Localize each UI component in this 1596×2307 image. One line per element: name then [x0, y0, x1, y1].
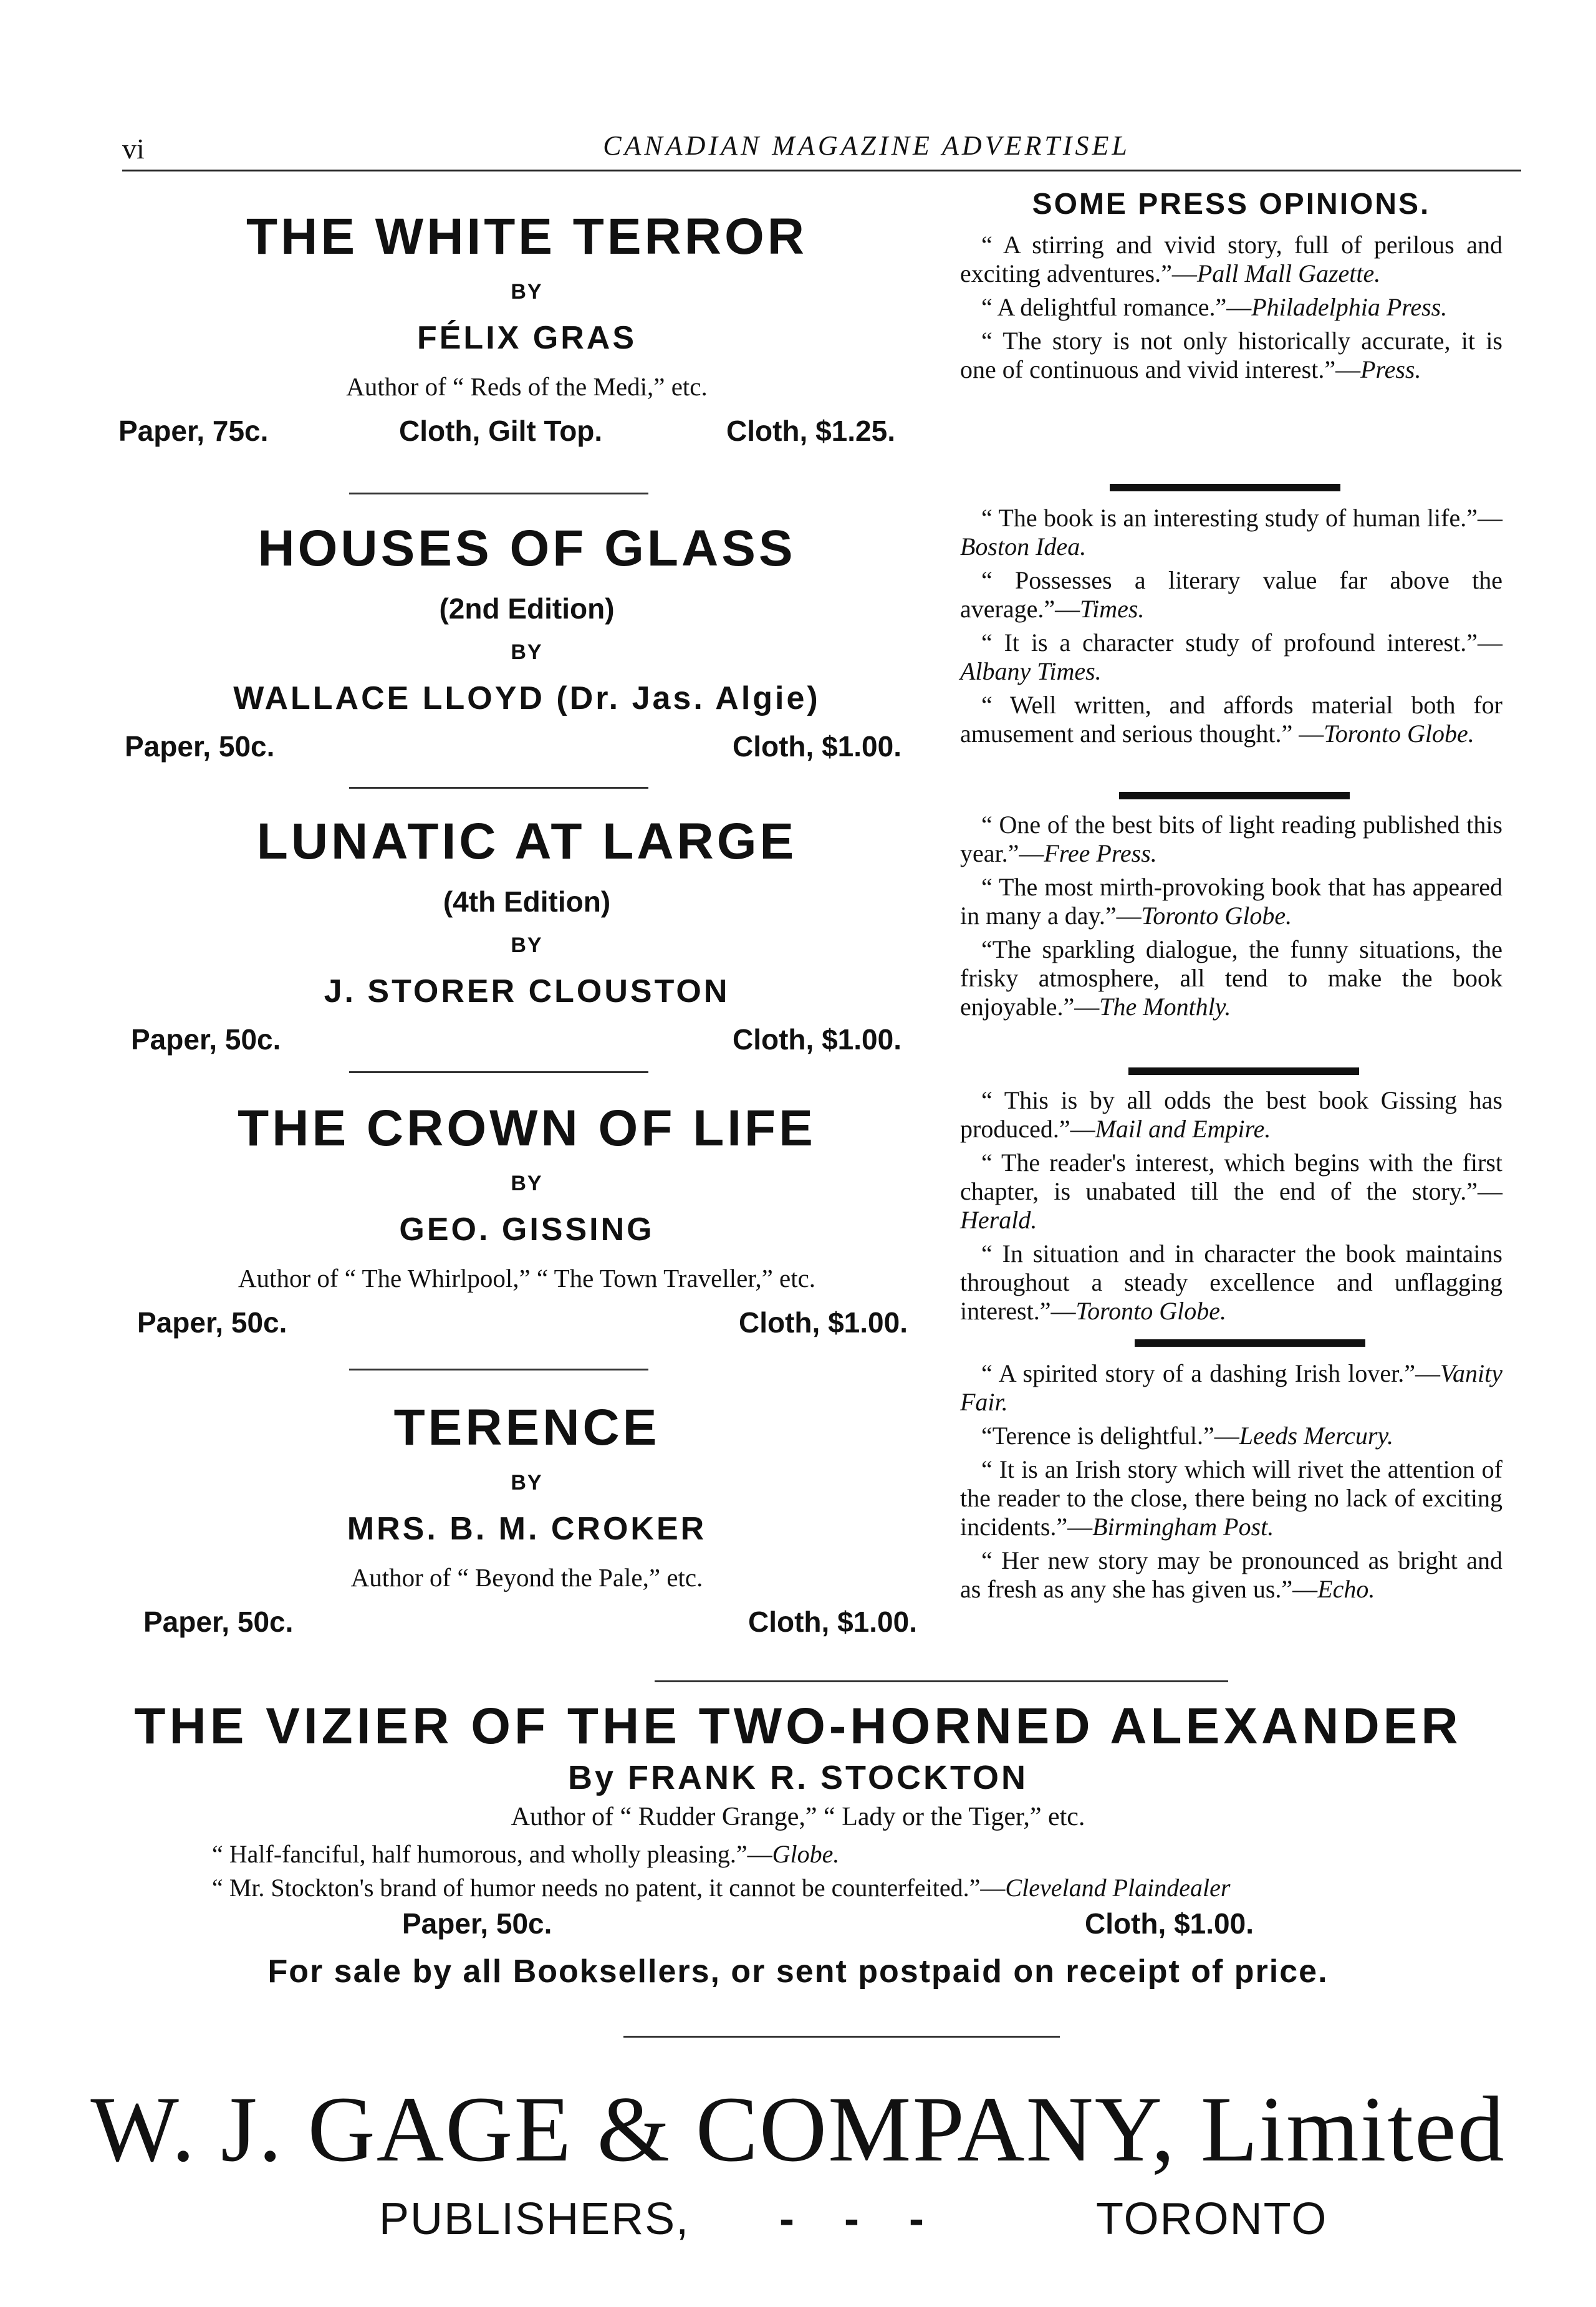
press-quote: “ It is an Irish story which will rivet the attention of the reader to the close, there being no lack of exciting incidents.”—Birmingham Post.: [960, 1455, 1502, 1541]
book-title: LUNATIC AT LARGE: [256, 813, 797, 870]
press-quote: “The sparkling dialogue, the funny situations, the frisky atmosphere, all tend to make the book enjoyable.”—The Monthly.: [960, 935, 1502, 1021]
running-title: CANADIAN MAGAZINE ADVERTISEL: [603, 130, 1130, 161]
vizier-quote: “ Mr. Stockton's brand of humor needs no patent, it cannot be counterfeited.”—Cleveland Plaindealer: [212, 1874, 1231, 1902]
opinion-divider: [1135, 1339, 1365, 1347]
separator-rule: [349, 1071, 648, 1073]
book-author: MRS. B. M. CROKER: [347, 1511, 707, 1548]
opinions-group-houses-of-glass: [960, 504, 1502, 753]
publisher-city: TORONTO: [1096, 2194, 1328, 2244]
book-prices: [112, 730, 941, 767]
book-author-note: Author of “ The Whirlpool,” “ The Town Traveller,” etc.: [238, 1264, 816, 1293]
imprint-rule: [623, 2036, 1060, 2038]
book-edition: (4th Edition): [443, 885, 611, 918]
press-opinions-heading: SOME PRESS OPINIONS.: [1032, 188, 1431, 221]
press-quote: “ This is by all odds the best book Gissing has produced.”—Mail and Empire.: [960, 1086, 1502, 1143]
book-by: BY: [511, 280, 543, 304]
price-cloth-gilt: Cloth, Gilt Top.: [399, 415, 603, 448]
press-quote: “ Well written, and affords material both for amusement and serious thought.” —Toronto Globe.: [960, 691, 1502, 748]
press-quote: “ In situation and in character the book maintains throughout a steady excellence and unflagging interest.”—Toronto Globe.: [960, 1240, 1502, 1325]
sale-note: For sale by all Booksellers, or sent postpaid on receipt of price.: [267, 1953, 1329, 1990]
opinions-group-crown-of-life: [960, 1086, 1502, 1331]
price-cloth: Cloth, $1.00.: [733, 1023, 901, 1056]
book-author: FÉLIX GRAS: [416, 320, 637, 357]
imprint-dashes: - - -: [779, 2194, 924, 2244]
book-author: WALLACE LLOYD (Dr. Jas. Algie): [233, 680, 820, 717]
publishers-label: PUBLISHERS,: [379, 2194, 690, 2244]
section-rule: [655, 1680, 1228, 1682]
opinions-group-lunatic-at-large: [960, 811, 1502, 1026]
book-crown-of-life: [112, 1101, 941, 1343]
press-quote: “ One of the best bits of light reading published this year.”—Free Press.: [960, 811, 1502, 867]
press-quote: “ Possesses a literary value far above the average.”—Times.: [960, 566, 1502, 623]
publisher-name: W. J. GAGE & COMPANY, Limited: [90, 2078, 1506, 2181]
price-paper: Paper, 50c.: [143, 1606, 294, 1639]
price-cloth: Cloth, $1.00.: [748, 1606, 917, 1639]
book-by: BY: [511, 1471, 543, 1495]
book-author: GEO. GISSING: [399, 1211, 655, 1248]
book-prices: [112, 1605, 941, 1642]
book-edition: (2nd Edition): [439, 592, 615, 625]
book-author-note: Author of “ Reds of the Medi,” etc.: [346, 372, 708, 402]
separator-rule: [349, 493, 648, 494]
press-quote: “ The most mirth-provoking book that has appeared in many a day.”—Toronto Globe.: [960, 873, 1502, 930]
price-cloth: Cloth, $1.25.: [726, 415, 895, 448]
vizier-author-note: Author of “ Rudder Grange,” “ Lady or the Tiger,” etc.: [511, 1803, 1085, 1831]
vizier-quote: “ Half-fanciful, half humorous, and wholly pleasing.”—Globe.: [212, 1840, 840, 1868]
opinion-divider: [1110, 484, 1340, 491]
book-title: TERENCE: [393, 1399, 660, 1456]
book-terence: [112, 1400, 941, 1642]
vizier-title: THE VIZIER OF THE TWO-HORNED ALEXANDER: [134, 1698, 1462, 1755]
book-by: BY: [511, 933, 543, 958]
press-quote: “ It is a character study of profound interest.”—Albany Times.: [960, 629, 1502, 685]
book-lunatic-at-large: [112, 814, 941, 1060]
press-quote: “Terence is delightful.”—Leeds Mercury.: [981, 1422, 1394, 1450]
press-quote: “ A delightful romance.”—Philadelphia Press.: [981, 293, 1448, 321]
vizier-price-paper: Paper, 50c.: [402, 1907, 552, 1940]
press-quote: “ A spirited story of a dashing Irish lover.”—Vanity Fair.: [960, 1359, 1502, 1416]
opinions-group-white-terror: [960, 231, 1502, 389]
price-paper: Paper, 50c.: [125, 730, 275, 763]
header-rule: [122, 170, 1521, 171]
book-white-terror: [112, 209, 941, 451]
book-prices: [112, 414, 941, 451]
page-number: vi: [122, 133, 145, 165]
book-author-note: Author of “ Beyond the Pale,” etc.: [350, 1563, 703, 1592]
press-quote: “ Her new story may be pronounced as bright and as fresh as any she has given us.”—Echo.: [960, 1546, 1502, 1603]
press-quote: “ A stirring and vivid story, full of perilous and exciting adventures.”—Pall Mall Gazette.: [960, 231, 1502, 287]
price-paper: Paper, 50c.: [131, 1023, 281, 1056]
book-by: BY: [511, 1172, 543, 1196]
press-quote: “ The reader's interest, which begins with the first chapter, is unabated till the end of the story.”—Herald.: [960, 1149, 1502, 1234]
separator-rule: [349, 787, 648, 789]
book-author: J. STORER CLOUSTON: [324, 973, 730, 1010]
vizier-author: By FRANK R. STOCKTON: [567, 1759, 1029, 1796]
opinions-group-terence: [960, 1359, 1502, 1609]
price-cloth: Cloth, $1.00.: [733, 730, 901, 763]
separator-rule: [349, 1369, 648, 1370]
book-title: THE WHITE TERROR: [246, 208, 807, 265]
opinion-divider: [1128, 1067, 1359, 1075]
price-paper: Paper, 75c.: [118, 415, 269, 448]
book-by: BY: [511, 640, 543, 665]
price-paper: Paper, 50c.: [137, 1306, 287, 1339]
book-prices: [112, 1306, 941, 1343]
book-prices: [112, 1023, 941, 1060]
price-cloth: Cloth, $1.00.: [739, 1306, 908, 1339]
press-quote: “ The book is an interesting study of human life.”—Boston Idea.: [960, 504, 1502, 561]
press-quote: “ The story is not only historically accurate, it is one of continuous and vivid interest.”—Press.: [960, 327, 1502, 383]
book-title: HOUSES OF GLASS: [257, 520, 796, 577]
book-title: THE CROWN OF LIFE: [238, 1100, 816, 1157]
book-houses-of-glass: [112, 521, 941, 767]
opinion-divider: [1119, 792, 1350, 799]
vizier-price-cloth: Cloth, $1.00.: [1085, 1907, 1254, 1940]
